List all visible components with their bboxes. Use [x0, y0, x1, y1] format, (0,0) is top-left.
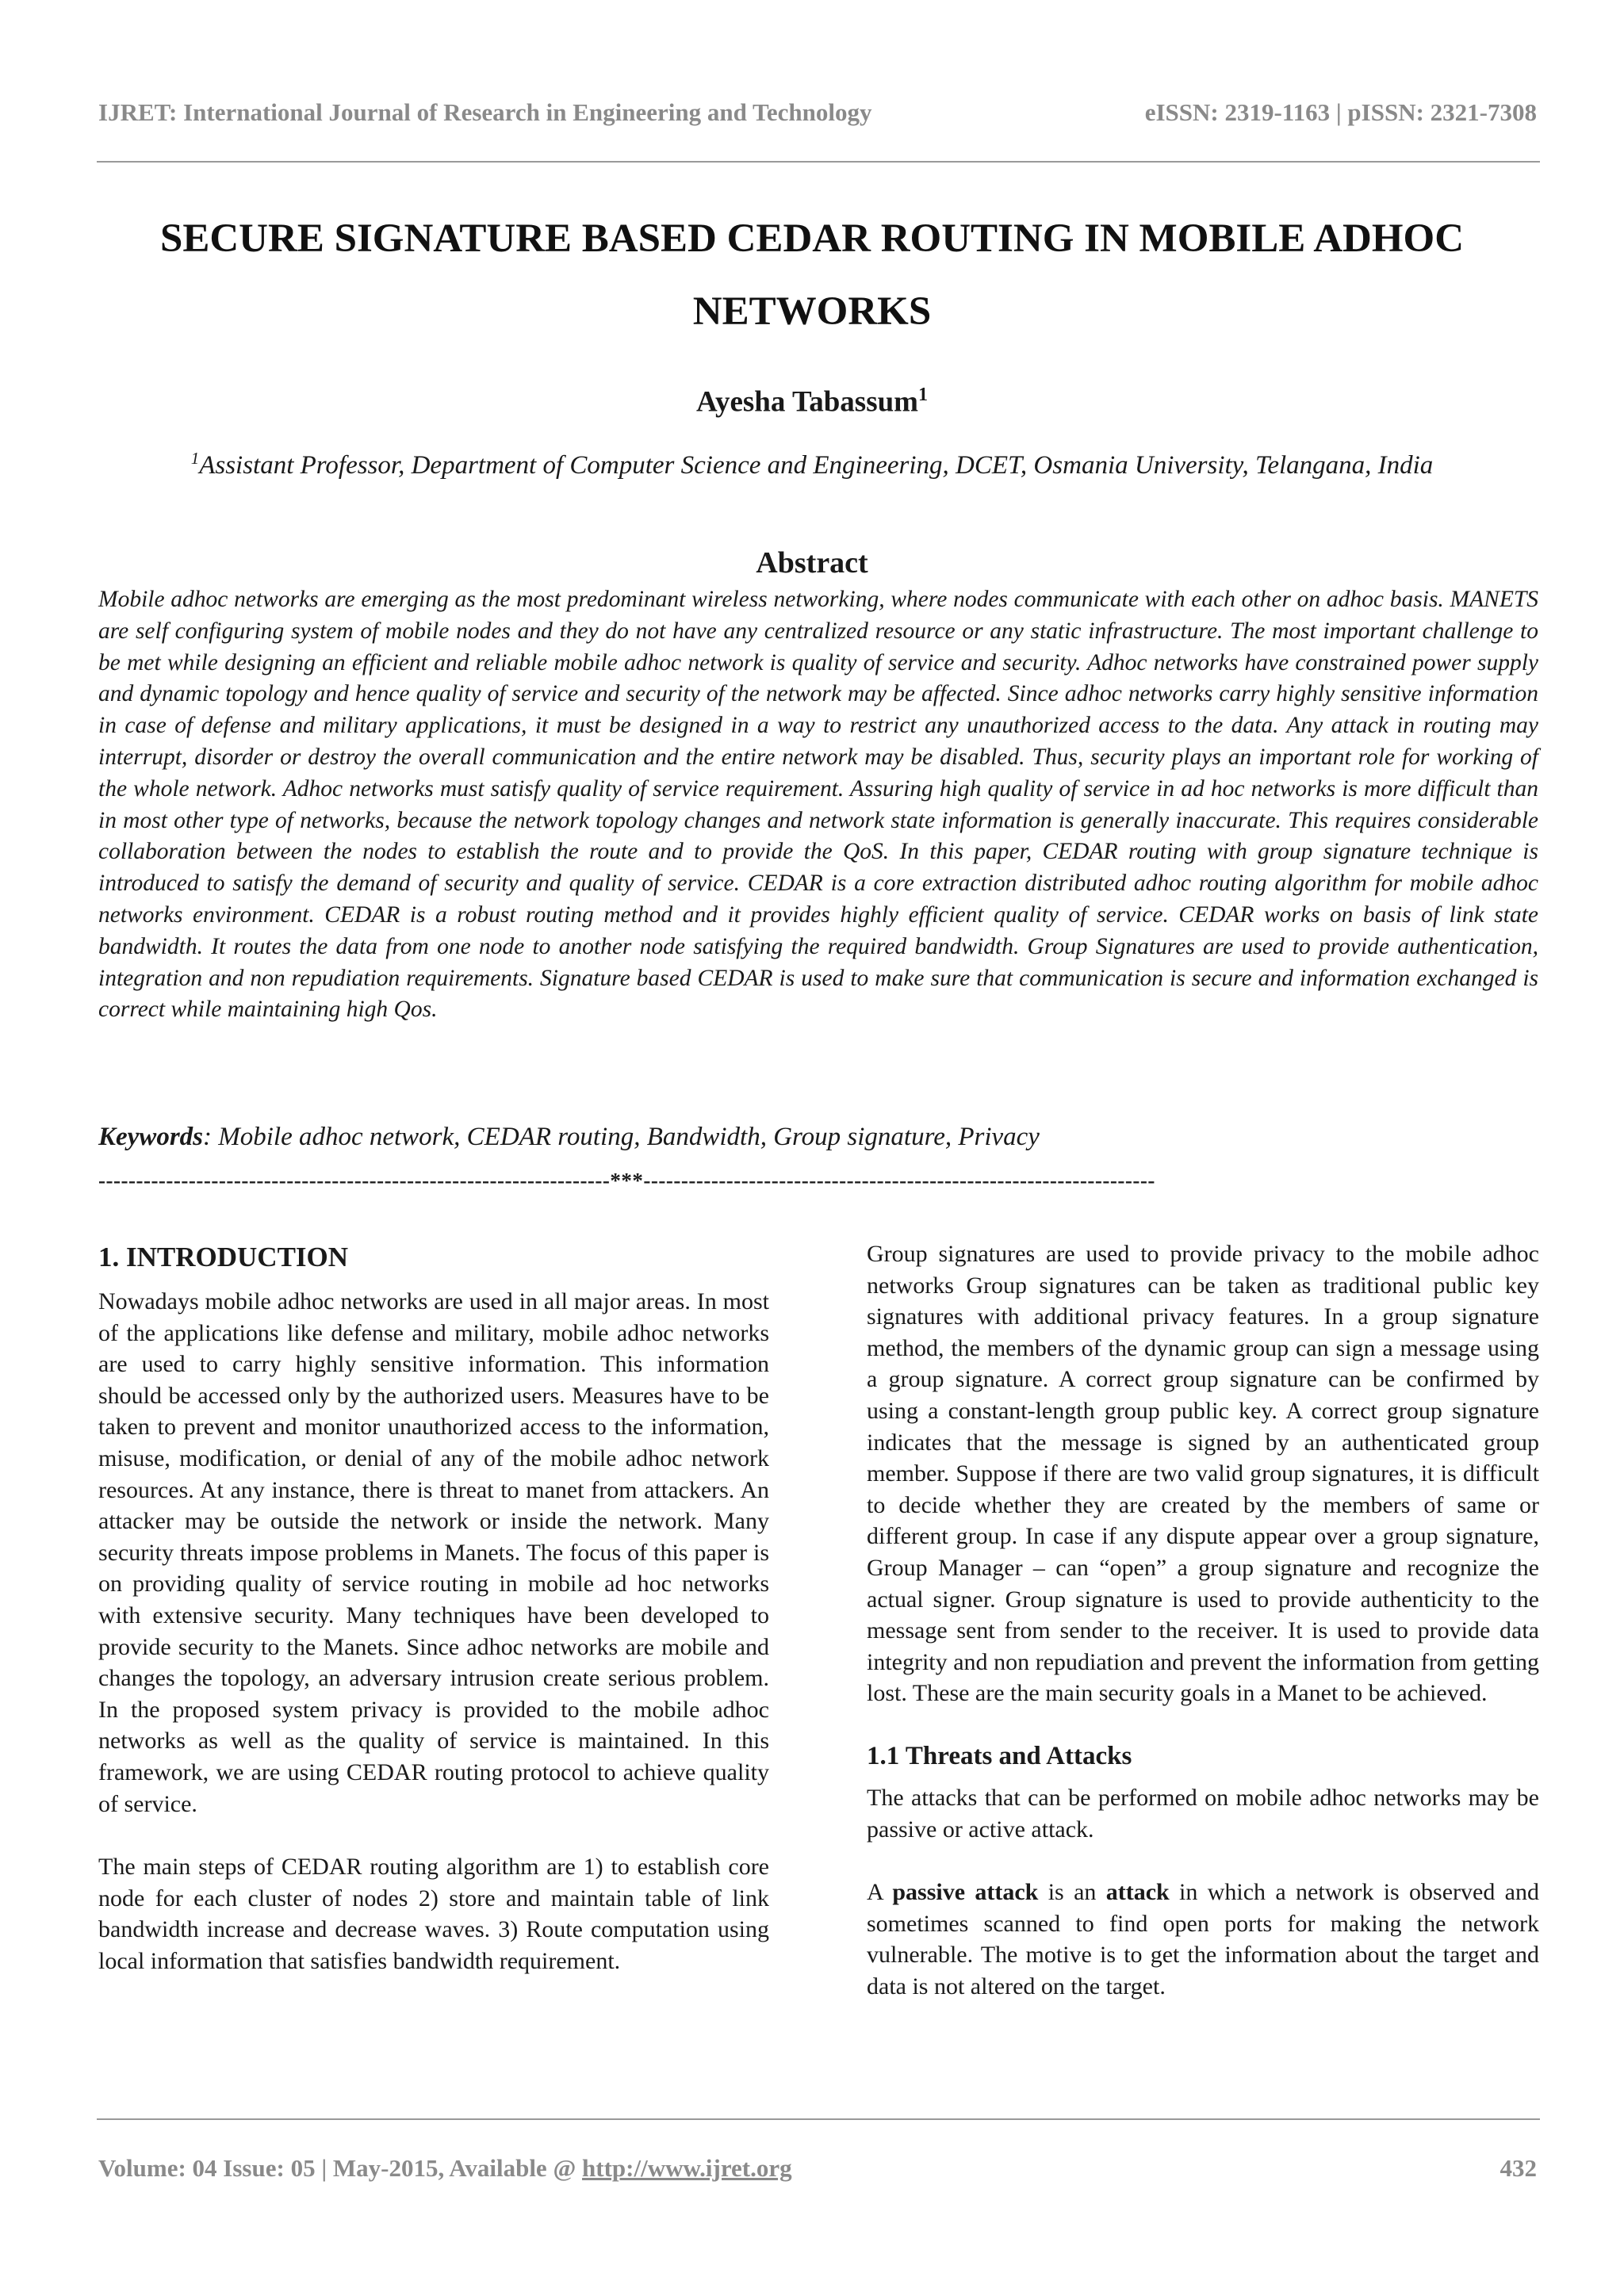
- abstract-heading: Abstract: [756, 546, 868, 580]
- header-rule: [97, 161, 1540, 163]
- passive-attack-paragraph: [867, 1877, 1539, 2002]
- threats-paragraph: The attacks that can be performed on mobile adhoc networks may be passive or active attack.: [867, 1784, 1539, 1843]
- author-name: [0, 385, 1624, 419]
- author-text: Ayesha Tabassum: [695, 385, 918, 419]
- page-number: 432: [1500, 2154, 1537, 2182]
- intro-paragraph-2: The main steps of CEDAR routing algorithm are 1) to establish core node for each cluster of nodes 2) store and maintain table of link bandwidth increase and decrease waves. 3) Route computation using local information that satisfies bandwidth requirement.: [98, 1854, 769, 1974]
- abstract-text: Mobile adhoc networks are emerging as the most predominant wireless networking, where nodes communicate with each other on adhoc basis. MANETS are self configuring system of mobile nodes and they do not have any centralized resource or any static infrastructure. The most important challenge to be met while designing an efficient and reliable mobile adhoc network is quality of service and security. Adhoc networks have constrained power supply and dynamic topology and hence quality of service and security of the network may be affected. Since adhoc networks carry highly sensitive information in case of defense and military applications, it must be designed in a way to restrict any unauthorized access to the data. Any attack in routing may interrupt, disorder or destroy the overall communication and the entire network may be disabled. Thus, security plays an important role for working of the whole network. Adhoc networks must satisfy quality of service requirement. Assuring high quality of service in ad hoc networks is more difficult than in most other type of networks, because the network topology changes and network state information is generally inaccurate. This requires considerable collaboration between the nodes to establish the route and to provide the QoS. In this paper, CEDAR routing with group signature technique is introduced to satisfy the demand of security and quality of service. CEDAR is a core extraction distributed adhoc routing algorithm for mobile adhoc networks environment. CEDAR is a robust routing method and it provides highly efficient quality of service. CEDAR works on basis of link state bandwidth. It routes the data from one node to another node satisfying the required bandwidth. Group Signatures are used to provide authentication, integration and non repudiation requirements. Signature based CEDAR is used to make sure that communication is secure and information exchanged is correct while maintaining high Qos.: [98, 587, 1538, 1023]
- author-sup: 1: [918, 385, 928, 405]
- footer-volume: [98, 2154, 792, 2183]
- intro-heading: 1. INTRODUCTION: [98, 1242, 349, 1272]
- section-separator: --------------------------------------------------------------------***--------------------------------------------------------------------: [98, 1169, 1155, 1192]
- threats-heading: 1.1 Threats and Attacks: [867, 1741, 1132, 1770]
- keywords: [98, 1123, 1538, 1152]
- keywords-text: : Mobile adhoc network, CEDAR routing, Bandwidth, Group signature, Privacy: [203, 1123, 1040, 1151]
- footer-volume-text: Volume: 04 Issue: 05 | May-2015, Available @: [98, 2154, 583, 2182]
- passive-e: in which a network is observed and sometimes scanned to find open ports for making the network vulnerable. The motive is to get the information about the target and data is not altered on the target.: [867, 1879, 1539, 1999]
- left-column: [98, 1238, 769, 1976]
- passive-attack-term: passive attack: [892, 1879, 1039, 1906]
- passive-c: is an: [1038, 1879, 1106, 1906]
- affiliation-sup: 1: [190, 449, 200, 468]
- affiliation-text: Assistant Professor, Department of Computer Science and Engineering, DCET, Osmania University, Telangana, India: [199, 451, 1434, 480]
- group-signature-paragraph: Group signatures are used to provide privacy to the mobile adhoc networks Group signatures can be taken as traditional public key signatures with additional privacy features. In a group signature method, the members of the dynamic group can sign a message using a group signature. A correct group signature can be confirmed by using a constant-length group public key. A correct group signature indicates that the message is signed by an authenticated group member. Suppose if there are two valid group signatures, it is difficult to decide whether they are created by the members of same or different group. In case if any dispute appear over a group signature, Group Manager – can “open” a group signature and recognize the actual signer. Group signature is used to provide authenticity to the message sent from sender to the receiver. It is used to provide data integrity and non repudiation and prevent the information from getting lost. These are the main security goals in a Manet to be achieved.: [867, 1241, 1539, 1707]
- attack-term: attack: [1105, 1879, 1170, 1906]
- passive-a: A: [867, 1879, 893, 1906]
- journal-link[interactable]: http://www.ijret.org: [582, 2154, 792, 2182]
- footer-rule: [97, 2118, 1540, 2120]
- issn-header: eISSN: 2319-1163 | pISSN: 2321-7308: [1144, 98, 1537, 126]
- keywords-label: Keywords: [98, 1123, 203, 1151]
- intro-paragraph-1: Nowadays mobile adhoc networks are used in all major areas. In most of the applications like defense and military, mobile adhoc networks are used to carry highly sensitive information. This information should be accessed only by the authorized users. Measures have to be taken to prevent and monitor unauthorized access to the information, misuse, modification, or denial of any of the mobile adhoc network resources. At any instance, there is threat to manet from attackers. An attacker may be outside the network or inside the network. Many security threats impose problems in Manets. The focus of this paper is on providing quality of service routing in mobile ad hoc networks with extensive security. Many techniques have been developed to provide security to the Manets. Since adhoc networks are mobile and changes the topology, an adversary intrusion create serious problem. In the proposed system privacy is provided to the mobile adhoc networks as well as the quality of service is maintained. In this framework, we are using CEDAR routing protocol to achieve quality of service.: [98, 1288, 769, 1817]
- journal-header: IJRET: International Journal of Research in Engineering and Technology: [98, 98, 872, 126]
- author-affiliation: [119, 441, 1505, 484]
- right-column: [867, 1238, 1539, 2002]
- paper-title: SECURE SIGNATURE BASED CEDAR ROUTING IN MOBILE ADHOC NETWORKS: [159, 216, 1465, 334]
